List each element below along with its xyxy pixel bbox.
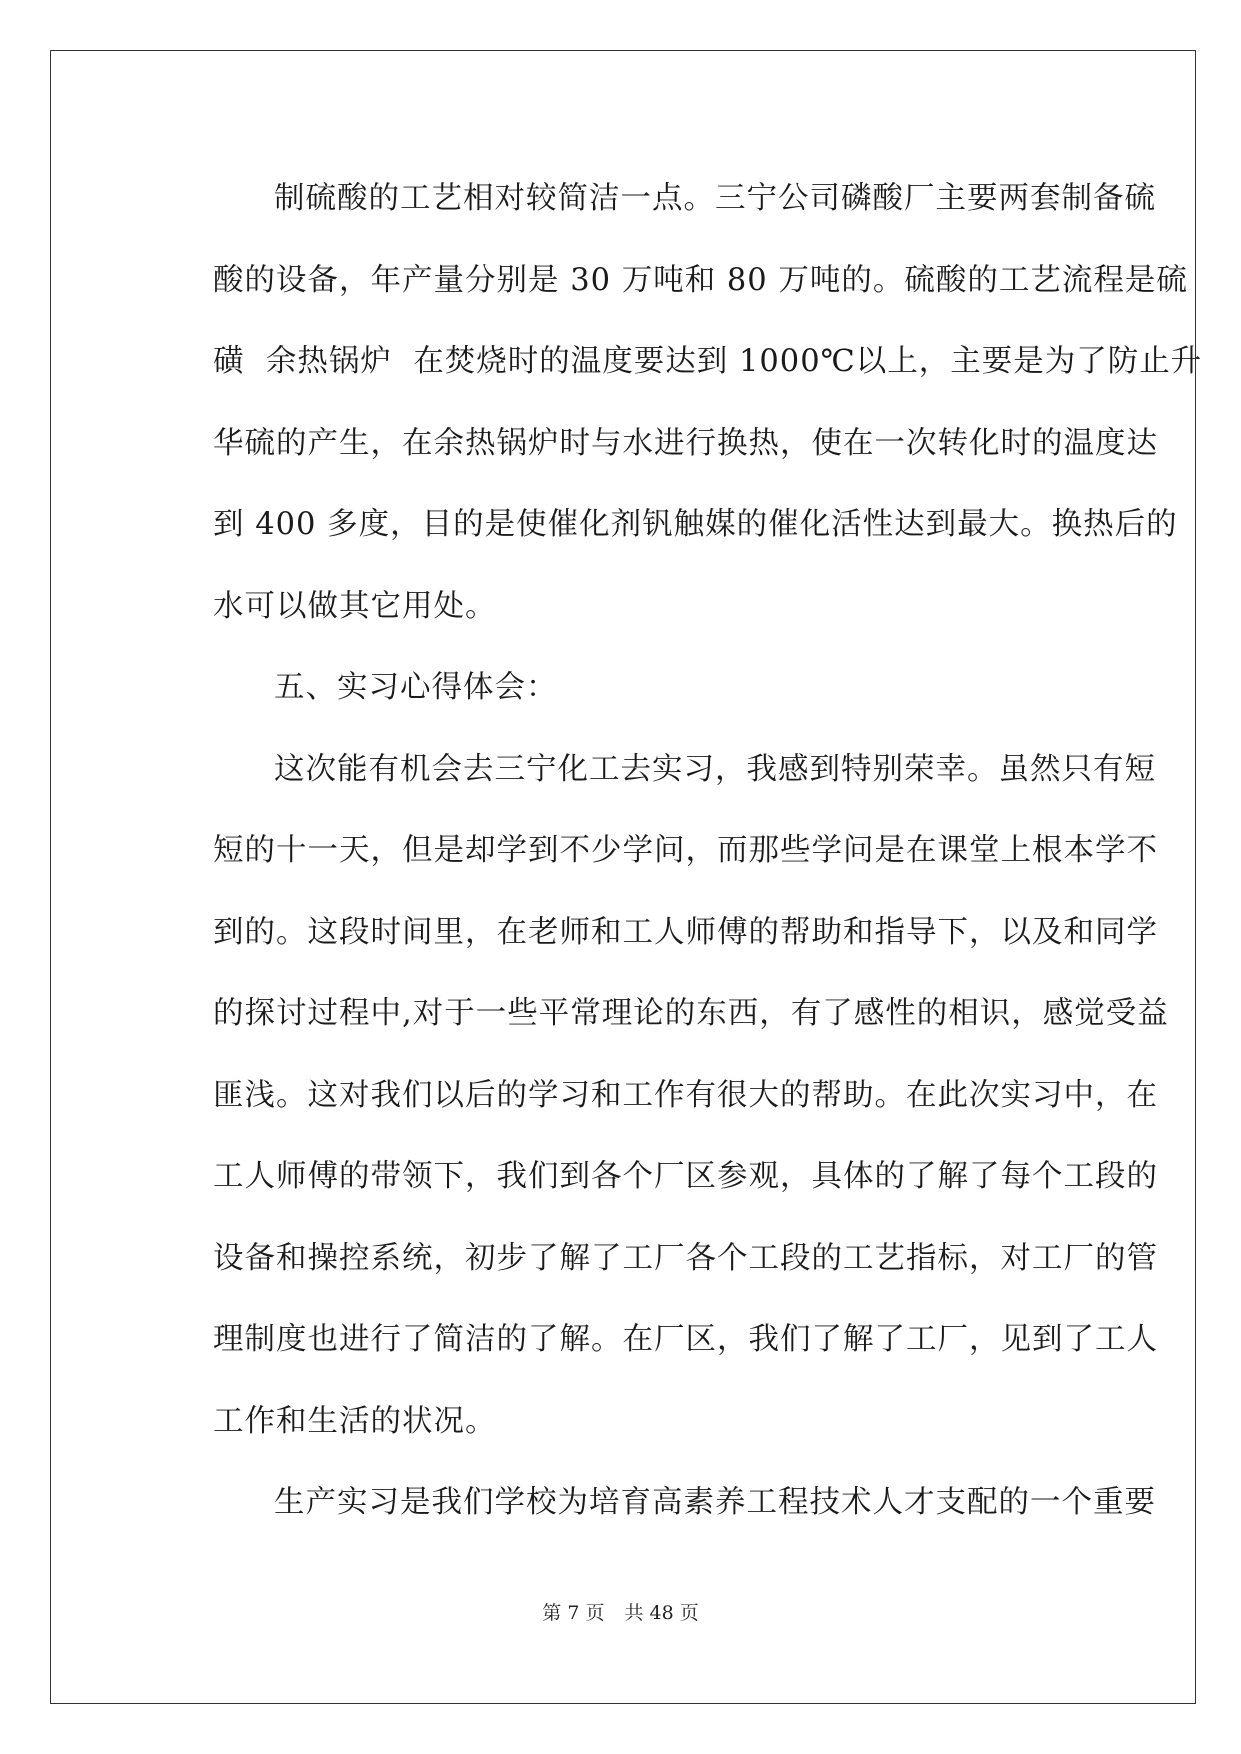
document-body: [152, 158, 1203, 1544]
section-heading: [152, 647, 1097, 729]
text-line: 理制度也进行了简洁的了解。在厂区，我们了解了工厂，见到了工人: [213, 1322, 1158, 1357]
text-line: 酸的设备，年产量分别是 30 万吨和 80 万吨的。硫酸的工艺流程是硫: [213, 262, 1188, 298]
text-line: 到 400 多度，目的是使催化剂钒触媒的催化活性达到最大。换热后的: [213, 507, 1178, 542]
text-line: 生产实习是我们学校为培育高素养工程技术人才支配的一个重要: [274, 1485, 1156, 1520]
text-line: 的探讨过程中,对于一些平常理论的东西，有了感性的相识，感觉受益: [213, 996, 1169, 1031]
text-line: 磺 余热锅炉 在焚烧时的温度要达到 1000℃以上，主要是为了防止升: [213, 344, 1203, 379]
text-line: 工作和生活的状况。: [213, 1403, 497, 1439]
paragraph-1: [152, 158, 1203, 647]
text-line: 到的。这段时间里，在老师和工人师傅的帮助和指导下，以及和同学: [213, 914, 1158, 950]
page-footer: [0, 1598, 1241, 1625]
text-line: 匪浅。这对我们以后的学习和工作有很大的帮助。在此次实习中，在: [213, 1077, 1158, 1113]
paragraph-3: [152, 729, 1169, 1463]
text-line: 短的十一天，但是却学到不少学问，而那些学问是在课堂上根本学不: [213, 833, 1158, 868]
text-line: 水可以做其它用处。: [213, 588, 497, 624]
text-line: 这次能有机会去三宁化工去实习，我感到特别荣幸。虽然只有短: [274, 751, 1156, 787]
page-number: 第 7 页: [542, 1602, 605, 1624]
text-line: 工人师傅的带领下，我们到各个厂区参观，具体的了解了每个工段的: [213, 1159, 1158, 1194]
text-line: 制硫酸的工艺相对较简洁一点。三宁公司磷酸厂主要两套制备硫: [274, 181, 1156, 216]
text-line: 设备和操控系统，初步了解了工厂各个工段的工艺指标，对工厂的管: [213, 1240, 1158, 1276]
paragraph-4: [152, 1462, 1156, 1544]
page-total: 共 48 页: [624, 1602, 699, 1624]
text-line: 华硫的产生，在余热锅炉时与水进行换热，使在一次转化时的温度达: [213, 425, 1158, 461]
text-line: 五、实习心得体会：: [274, 670, 558, 705]
